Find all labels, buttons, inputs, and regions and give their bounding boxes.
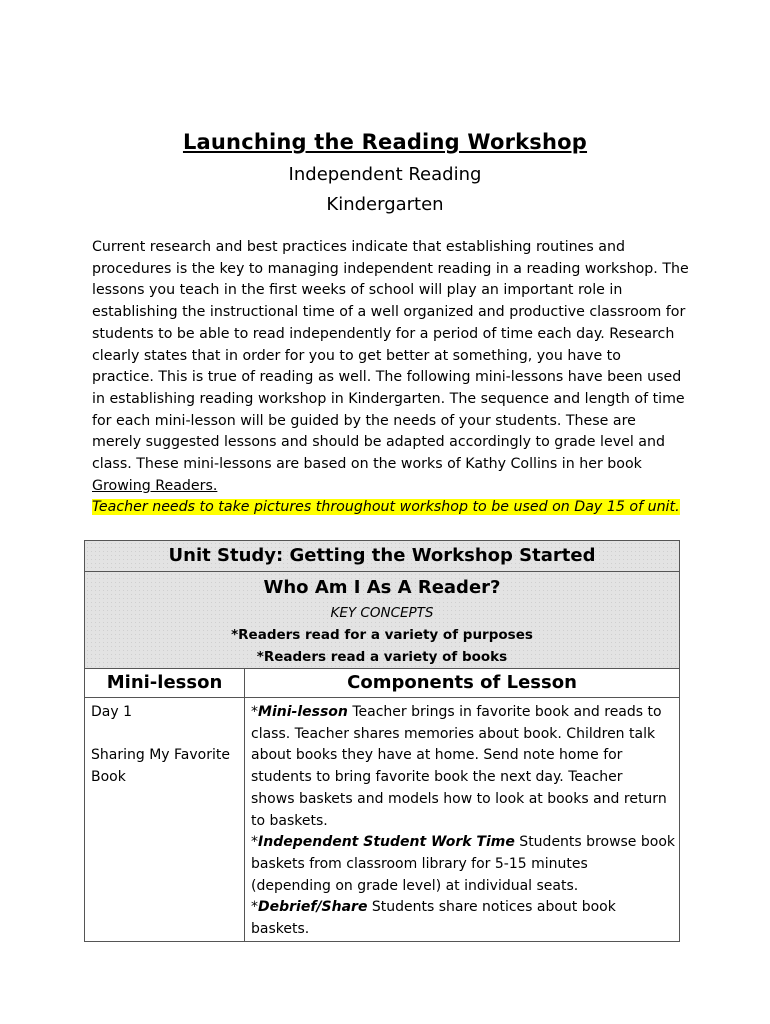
component-text: Teacher brings in favorite book and reads to: [347, 704, 662, 720]
unit-study-table: [84, 540, 680, 942]
page-title: Launching the Reading Workshop: [182, 130, 588, 154]
mini-lesson-label: Mini-lesson: [258, 704, 348, 720]
intro-line: students to be able to read independently for a period of time each day. Research: [92, 325, 675, 342]
subtitle-grade: Kindergarten: [326, 194, 444, 215]
intro-line: in establishing reading workshop in Kindergarten. The sequence and length of time: [92, 390, 685, 407]
intro-line: establishing the instructional time of a well organized and productive classroom for: [92, 304, 686, 321]
who-am-i-heading: Who Am I As A Reader?: [263, 577, 501, 598]
who-am-i-cell: [85, 572, 680, 669]
component-line: class. Teacher shares memories about book. Children talk: [251, 725, 656, 742]
minilesson-cell: [85, 698, 245, 942]
book-title: Growing Readers.: [92, 477, 218, 494]
highlight-note: Teacher needs to take pictures throughout workshop to be used on Day 15 of unit.: [92, 499, 680, 516]
component-line: shows baskets and models how to look at books and return: [251, 790, 667, 807]
work-time-label: Independent Student Work Time: [258, 834, 515, 851]
highlight-note-line: [92, 497, 692, 519]
intro-line: merely suggested lessons and should be adapted accordingly to grade level and: [92, 434, 665, 451]
intro-line: procedures is the key to managing independent reading in a reading workshop. The: [92, 260, 689, 277]
component-line: about books they have at home. Send note home for: [251, 747, 623, 764]
lesson-day: Day 1: [91, 704, 133, 720]
lesson-name-cont: Book: [91, 769, 126, 786]
column-header-minilesson: Mini-lesson: [85, 669, 245, 698]
bullet-star: *: [251, 899, 259, 916]
intro-line: Current research and best practices indicate that establishing routines and: [92, 239, 625, 255]
component-line: baskets from classroom library for 5-15 minutes: [251, 855, 588, 872]
component-text: Students browse book: [514, 834, 675, 851]
component-line: students to bring favorite book the next day. Teacher: [251, 769, 623, 786]
intro-line: practice. This is true of reading as well. The following mini-lessons have been used: [92, 369, 682, 386]
debrief-label: Debrief/Share: [258, 899, 368, 916]
book-title-line: [92, 476, 692, 498]
concept-item: *Readers read a variety of books: [256, 649, 508, 665]
bullet-star: *: [251, 834, 259, 851]
component-text: Students share notices about book: [367, 899, 616, 916]
component-line: (depending on grade level) at individual seats.: [251, 877, 579, 894]
subtitle-independent-reading: Independent Reading: [288, 164, 482, 185]
unit-heading-cell: [85, 541, 680, 572]
key-concepts-label: KEY CONCEPTS: [330, 605, 434, 621]
component-line: baskets.: [251, 921, 310, 938]
table-row: [85, 698, 680, 942]
component-line: [251, 702, 675, 724]
intro-line: for each mini-lesson will be guided by the needs of your students. These are: [92, 412, 636, 429]
concept-item: *Readers read for a variety of purposes: [231, 627, 533, 643]
unit-heading: Unit Study: Getting the Workshop Started: [168, 545, 596, 566]
intro-line: clearly states that in order for you to get better at something, you have to: [92, 347, 621, 364]
intro-line: lessons you teach in the first weeks of school will play an important role in: [92, 282, 623, 299]
column-header-components: Components of Lesson: [245, 669, 680, 698]
bullet-star: *: [251, 704, 259, 720]
components-cell: [245, 698, 680, 942]
intro-line: class. These mini-lessons are based on the works of Kathy Collins in her book: [92, 456, 642, 473]
component-line: [251, 832, 675, 854]
intro-paragraph: [92, 237, 692, 519]
component-line: [251, 897, 675, 919]
component-line: to baskets.: [251, 812, 328, 829]
lesson-name: Sharing My Favorite: [91, 747, 230, 764]
